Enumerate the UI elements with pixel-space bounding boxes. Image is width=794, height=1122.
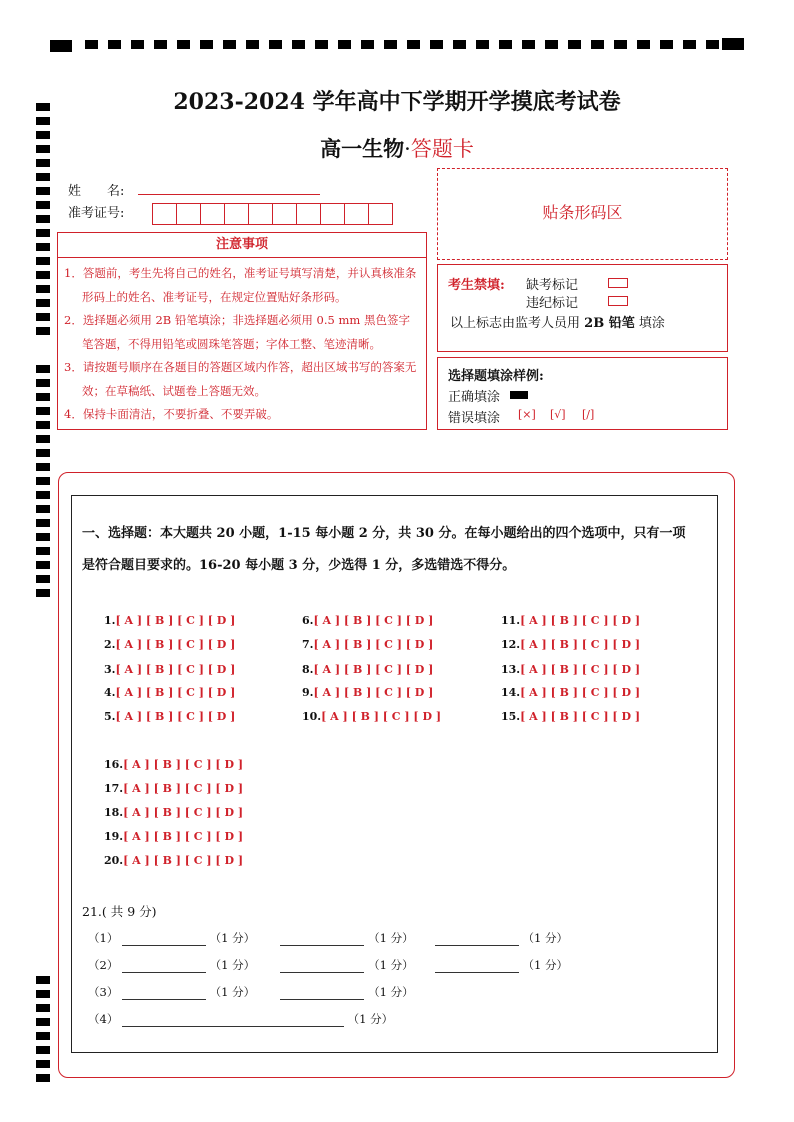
answer-options[interactable]: [ A ] [ B ] [ C ] [ D ] [313, 614, 434, 627]
choice-question[interactable] [302, 614, 433, 627]
proctor-only-label: 考生禁填: [448, 278, 505, 293]
subtitle-separator: · [404, 137, 411, 161]
exam-id-boxes[interactable] [152, 203, 392, 225]
answer-options[interactable]: [ A ] [ B ] [ C ] [ D ] [123, 806, 244, 819]
exam-id-box[interactable] [152, 203, 177, 225]
question-number: 5. [104, 710, 116, 723]
answer-options[interactable]: [ A ] [ B ] [ C ] [ D ] [123, 854, 244, 867]
question-number: 11. [501, 614, 521, 627]
name-input-line[interactable] [138, 194, 320, 195]
choice-question[interactable] [104, 710, 235, 723]
exam-id-box[interactable] [368, 203, 393, 225]
subject-name: 高一生物 [320, 136, 405, 161]
answer-options[interactable]: [ A ] [ B ] [ C ] [ D ] [123, 782, 244, 795]
answer-options[interactable]: [ A ] [ B ] [ C ] [ D ] [520, 638, 641, 651]
answer-options[interactable]: [ A ] [ B ] [ C ] [ D ] [115, 710, 236, 723]
section1-line1: 一、选择题：本大题共 20 小题，1-15 每小题 2 分，共 30 分。在每小题给出的四个选项中，只有一项 [82, 526, 686, 541]
choice-question[interactable] [302, 663, 433, 676]
exam-id-box[interactable] [344, 203, 369, 225]
answer-options[interactable]: [ A ] [ B ] [ C ] [ D ] [520, 614, 641, 627]
barcode-area: 贴条形码区 [437, 168, 728, 260]
exam-title: 2023-2024 学年高中下学期开学摸底考试卷 [173, 89, 621, 115]
exam-id-label: 准考证号: [68, 206, 125, 221]
question-number: 17. [104, 782, 124, 795]
absent-mark-label: 缺考标记 [526, 278, 579, 293]
answer-options[interactable]: [ A ] [ B ] [ C ] [ D ] [520, 663, 641, 676]
score-label: （1 分） [209, 985, 256, 999]
question-number: 4. [104, 686, 116, 699]
answer-blank[interactable] [435, 960, 519, 973]
sub-question-number: （3） [88, 985, 119, 999]
section1-instructions [82, 518, 712, 582]
choice-question[interactable] [104, 638, 235, 651]
answer-blank[interactable] [122, 933, 206, 946]
sub-question-number: （1） [88, 931, 119, 945]
choice-question[interactable] [501, 614, 640, 627]
answer-options[interactable]: [ A ] [ B ] [ C ] [ D ] [313, 686, 434, 699]
question-number: 10. [302, 710, 322, 723]
violation-mark-label: 违纪标记 [526, 296, 579, 311]
question-number: 2. [104, 638, 116, 651]
proctor-only-box [437, 264, 728, 352]
choice-question[interactable] [302, 710, 441, 723]
choice-question[interactable] [501, 686, 640, 699]
q21-title: 21.( 共 9 分) [82, 904, 157, 919]
exam-id-box[interactable] [200, 203, 225, 225]
question-number: 12. [501, 638, 521, 651]
choice-question[interactable] [302, 638, 433, 651]
score-label: （1 分） [368, 931, 414, 945]
score-label: （1 分） [522, 958, 569, 972]
question-number: 9. [302, 686, 314, 699]
score-label: （1 分） [209, 931, 256, 945]
q21-row-1 [88, 930, 568, 946]
choice-question[interactable] [501, 710, 640, 723]
answer-options[interactable]: [ A ] [ B ] [ C ] [ D ] [115, 614, 236, 627]
answer-options[interactable]: [ A ] [ B ] [ C ] [ D ] [115, 663, 236, 676]
answer-blank[interactable] [280, 960, 364, 973]
answer-options[interactable]: [ A ] [ B ] [ C ] [ D ] [123, 830, 244, 843]
answer-blank[interactable] [122, 1014, 344, 1027]
choice-question[interactable] [104, 614, 235, 627]
name-label: 姓 名: [68, 184, 125, 199]
score-label: （1 分） [368, 958, 414, 972]
answer-options[interactable]: [ A ] [ B ] [ C ] [ D ] [313, 638, 434, 651]
notice-list [58, 262, 426, 427]
question-number: 13. [501, 663, 521, 676]
choice-question[interactable] [302, 686, 433, 699]
fill-sample-title: 选择题填涂样例: [448, 369, 544, 384]
notice-item: 1．答题前，考生先将自己的姓名，准考证号填写清楚，并认真核准条形码上的姓名、准考证号，在规定位置贴好条形码。 [64, 266, 417, 304]
question-number: 7. [302, 638, 314, 651]
choice-question[interactable] [104, 758, 243, 771]
answer-options[interactable]: [ A ] [ B ] [ C ] [ D ] [313, 663, 434, 676]
exam-id-box[interactable] [224, 203, 249, 225]
correct-fill-label: 正确填涂 [448, 390, 501, 405]
question-number: 8. [302, 663, 314, 676]
section1-line2: 是符合题目要求的。16-20 每小题 3 分，少选得 1 分，多选错选不得分。 [82, 558, 516, 573]
choice-question[interactable] [104, 663, 235, 676]
question-number: 18. [104, 806, 124, 819]
answer-blank[interactable] [122, 987, 206, 1000]
choice-question[interactable] [104, 806, 243, 819]
sub-question-number: （4） [88, 1012, 119, 1026]
answer-blank[interactable] [122, 960, 206, 973]
notice-box [57, 232, 427, 430]
answer-options[interactable]: [ A ] [ B ] [ C ] [ D ] [115, 638, 236, 651]
score-label: （1 分） [522, 931, 569, 945]
choice-question[interactable] [104, 830, 243, 843]
notice-item: 2．选择题必须用 2B 铅笔填涂；非选择题必须用 0.5 mm 黑色签字笔答题，不得用铅笔或圆珠笔答题；字体工整、笔迹清晰。 [64, 313, 410, 351]
answer-options[interactable]: [ A ] [ B ] [ C ] [ D ] [321, 710, 442, 723]
score-label: （1 分） [209, 958, 256, 972]
left-timing-marks-bottom [0, 970, 60, 1090]
answer-options[interactable]: [ A ] [ B ] [ C ] [ D ] [520, 686, 641, 699]
sub-question-number: （2） [88, 958, 119, 972]
score-label: （1 分） [347, 1012, 394, 1026]
score-label: （1 分） [368, 985, 414, 999]
answer-blank[interactable] [280, 987, 364, 1000]
choice-question[interactable] [501, 638, 640, 651]
wrong-mark-cross: [×] [518, 408, 536, 421]
choice-question[interactable] [104, 782, 243, 795]
choice-question[interactable] [501, 663, 640, 676]
question-number: 14. [501, 686, 521, 699]
choice-question[interactable] [104, 686, 235, 699]
proctor-note-suffix: 填涂 [638, 316, 665, 331]
question-number: 15. [501, 710, 521, 723]
notice-item: 3．请按题号顺序在各题目的答题区域内作答，超出区域书写的答案无效；在草稿纸、试题卷上答题无效。 [64, 360, 417, 398]
answer-options[interactable]: [ A ] [ B ] [ C ] [ D ] [520, 710, 641, 723]
wrong-mark-check: [√] [550, 408, 566, 421]
question-number: 19. [104, 830, 124, 843]
proctor-note [450, 312, 665, 331]
absent-mark-box[interactable] [608, 278, 628, 288]
answer-options[interactable]: [ A ] [ B ] [ C ] [ D ] [123, 758, 244, 771]
question-number: 1. [104, 614, 116, 627]
question-number: 16. [104, 758, 124, 771]
wrong-fill-label: 错误填涂 [448, 411, 501, 426]
notice-item: 4．保持卡面清洁，不要折叠、不要弄破。 [64, 407, 279, 421]
fill-sample-box [437, 357, 728, 430]
proctor-note-pencil: 2B 铅笔 [584, 316, 635, 331]
answer-options[interactable]: [ A ] [ B ] [ C ] [ D ] [115, 686, 236, 699]
choice-question[interactable] [104, 854, 243, 867]
exam-id-box[interactable] [320, 203, 345, 225]
answer-blank[interactable] [435, 933, 519, 946]
exam-id-box[interactable] [176, 203, 201, 225]
exam-id-box[interactable] [272, 203, 297, 225]
q21-row-4 [88, 1011, 393, 1027]
question-number: 3. [104, 663, 116, 676]
proctor-note-prefix: 以上标志由监考人员用 [450, 316, 581, 331]
card-label: 答题卡 [410, 137, 474, 161]
question-number: 20. [104, 854, 124, 867]
correct-fill-mark [510, 391, 528, 399]
violation-mark-box[interactable] [608, 296, 628, 306]
answer-blank[interactable] [280, 933, 364, 946]
exam-id-box[interactable] [248, 203, 273, 225]
notice-title: 注意事项 [58, 233, 426, 258]
q21-row-2 [88, 957, 568, 973]
question-number: 6. [302, 614, 314, 627]
wrong-mark-slash: [/] [582, 408, 595, 421]
top-timing-marks [0, 0, 794, 60]
q21-row-3 [88, 984, 414, 1000]
exam-id-box[interactable] [296, 203, 321, 225]
card-subtitle [0, 133, 794, 163]
